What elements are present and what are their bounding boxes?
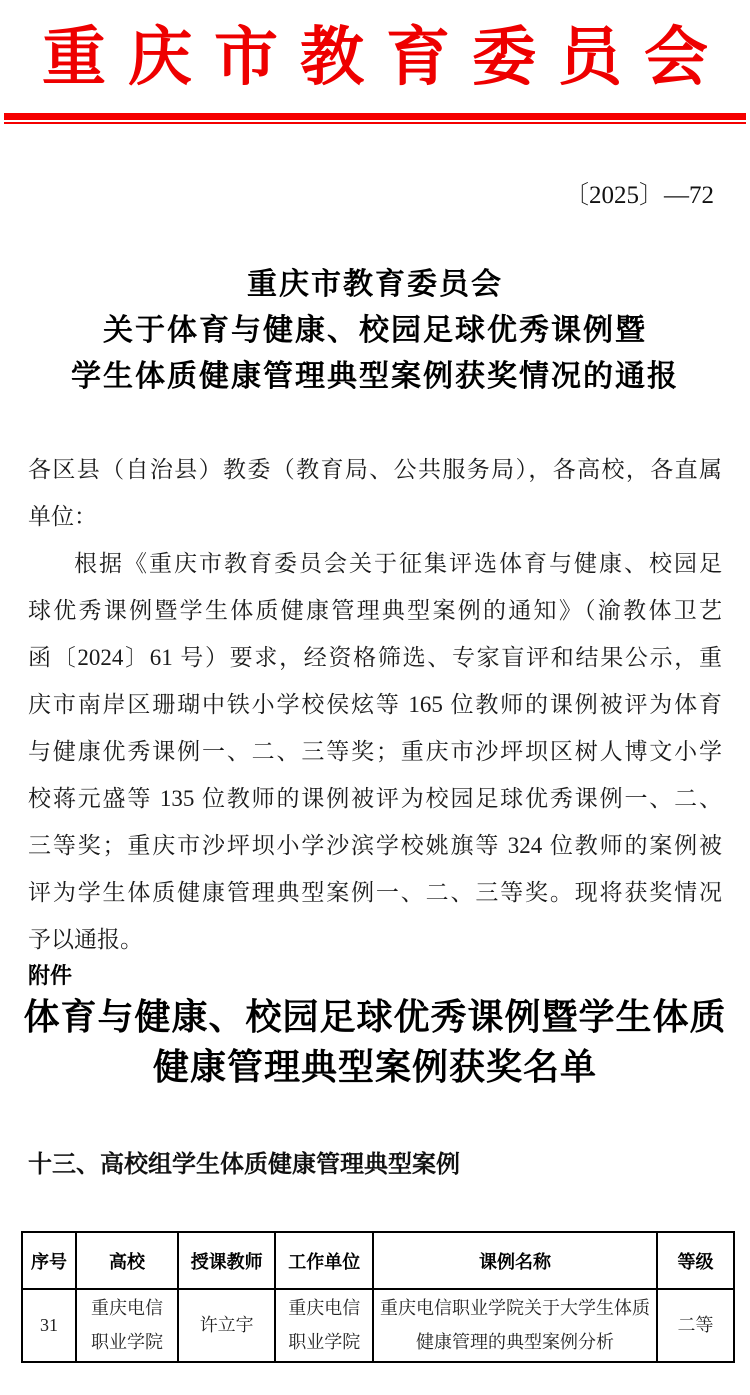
table-header-row [22,1232,734,1289]
body-line: 予以通报。 [28,927,143,952]
doc-title-line: 学生体质健康管理典型案例获奖情况的通报 [71,360,679,393]
masthead-title: 重庆市教育委员会 [42,22,730,93]
table-header-cell: 工作单位 [275,1232,373,1289]
attachment-label: 附件 [28,963,73,988]
body-line: 球优秀课例暨学生体质健康管理典型案例的通知》（渝教体卫艺 [28,598,722,623]
table-cell: 重庆电信职业学院关于大学生体质健康管理的典型案例分析 [373,1289,657,1362]
table-header-cell: 授课教师 [178,1232,276,1289]
table-cell: 重庆电信职业学院 [275,1289,373,1362]
table-header-cell: 序号 [22,1232,76,1289]
doc-title-line: 关于体育与健康、校园足球优秀课例暨 [103,314,647,347]
body-line: 各区县（自治县）教委（教育局、公共服务局），各高校，各直属 [28,457,722,482]
doc-title [0,262,750,400]
table-cell: 二等 [657,1289,734,1362]
body-line: 单位： [28,504,97,529]
attachment-title-line: 健康管理典型案例获奖名单 [152,1047,597,1087]
table-row [22,1289,734,1362]
doc-title-line: 重庆市教育委员会 [247,268,503,301]
body-line: 与健康优秀课例一、二、三等奖；重庆市沙坪坝区树人博文小学 [28,739,722,764]
table-header-cell: 等级 [657,1232,734,1289]
section-heading: 十三、高校组学生体质健康管理典型案例 [28,1151,460,1178]
table-cell: 31 [22,1289,76,1362]
body-line: 校蒋元盛等 135 位教师的课例被评为校园足球优秀课例一、二、 [28,786,722,811]
body-line: 三等奖；重庆市沙坪坝小学沙滨学校姚旗等 324 位教师的案例被 [28,833,722,858]
table-header-cell: 高校 [76,1232,178,1289]
body-line: 根据《重庆市教育委员会关于征集评选体育与健康、校园足 [74,551,722,576]
doc-number: 〔2025〕—72 [563,182,714,209]
attachment-title [0,992,750,1092]
body-line: 评为学生体质健康管理典型案例一、二、三等奖。现将获奖情况 [28,880,722,905]
masthead-double-rule [4,113,746,124]
table-cell: 重庆电信职业学院 [76,1289,178,1362]
award-table [21,1231,735,1363]
table-cell: 许立宇 [178,1289,276,1362]
body-text [28,446,722,963]
body-line: 庆市南岸区珊瑚中铁小学校侯炫等 165 位教师的课例被评为体育 [28,692,722,717]
attachment-title-line: 体育与健康、校园足球优秀课例暨学生体质 [23,997,727,1037]
table-header-cell: 课例名称 [373,1232,657,1289]
letterhead [0,0,750,124]
body-line: 函〔2024〕61 号）要求，经资格筛选、专家盲评和结果公示，重 [28,645,722,670]
